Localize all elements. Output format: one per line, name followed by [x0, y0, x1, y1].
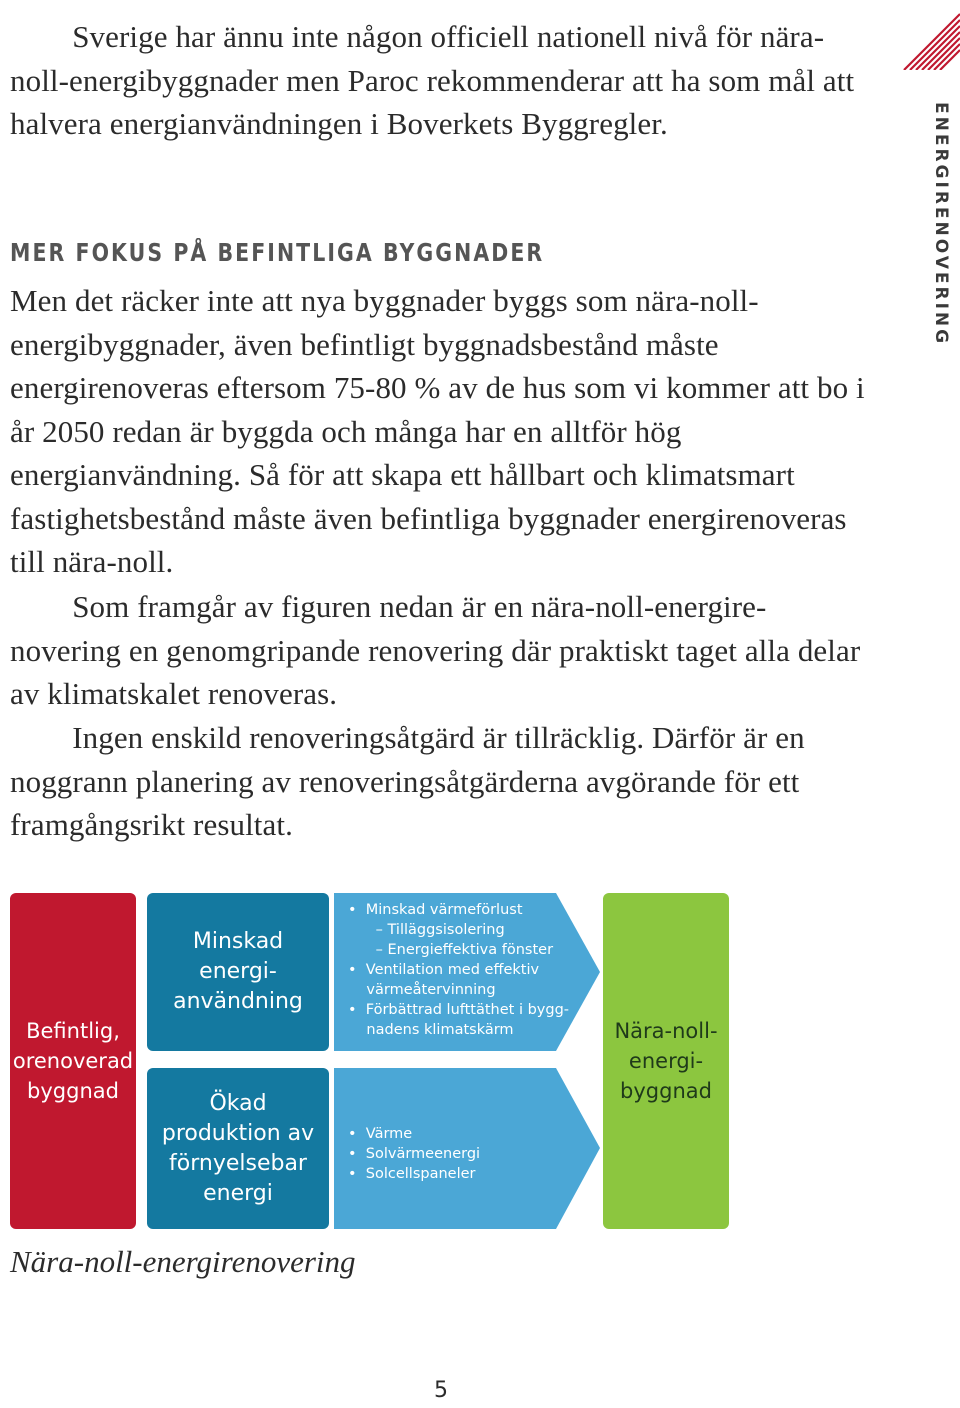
production-measures-list — [348, 1124, 480, 1184]
measure-item: – Tilläggsisolering — [348, 922, 505, 938]
renewable-production-box: Ökad produktion av förnyelsebar energi — [147, 1068, 329, 1229]
measure-item: – Energieffektiva fönster — [348, 942, 554, 958]
measure-item: • Ventilation med effektiv — [348, 962, 540, 978]
section-heading: MER FOKUS PÅ BEFINTLIGA BYGGNADER — [10, 238, 545, 267]
measure-item: • Värme — [348, 1126, 413, 1142]
measure-item: • Solvärmeenergi — [348, 1146, 481, 1162]
measure-item: • Förbättrad lufttäthet i bygg- — [348, 1002, 570, 1018]
body-paragraph-3: Ingen enskild renoveringsåtgärd är tillräcklig. Därför är en noggrann planering av renoveringsåtgärderna avgörande för ett framgångsrikt resultat. — [10, 720, 805, 842]
measure-item: • Solcellspaneler — [348, 1166, 476, 1182]
existing-building-box: Befintlig, orenoverad byggnad — [10, 893, 136, 1229]
body-paragraph-1: Men det räcker inte att nya byggnader byggs som nära-noll-energibyggnader, även befintligt byggnadsbestånd måste energirenoveras eftersom 75-80 % av de hus som vi kommer att bo i år 2050 redan är byggda och många har en alltför hög energianvändning. Så för att skapa ett hållbart och klimatsmart fastighetsbestånd måste även befintliga byggnader energirenoveras till nära-noll. — [10, 283, 865, 579]
measure-item: värmeåtervinning — [348, 982, 496, 998]
side-section-label: ENERGIRENOVERING — [931, 102, 951, 347]
intro-paragraph: Sverige har ännu inte någon officiell nationell nivå för nära-noll-energibyggnader men Paroc rekommenderar att ha som mål att halvera energianvändningen i Boverkets Byggregler. — [10, 19, 855, 141]
near-zero-building-box: Nära-noll- energi- byggnad — [603, 893, 729, 1229]
corner-stripes-decoration — [900, 0, 960, 70]
page-number: 5 — [434, 1378, 448, 1403]
measure-item: • Minskad värmeförlust — [348, 902, 523, 918]
reduced-energy-use-box: Minskad energi- användning — [147, 893, 329, 1051]
figure-caption: Nära-noll-energirenovering — [10, 1244, 356, 1279]
reduce-measures-list — [348, 900, 569, 1040]
measure-item: nadens klimatskärm — [348, 1022, 514, 1038]
body-paragraph-2: Som framgår av figuren nedan är en nära-noll-energire-novering en genomgripande renovering där praktiskt taget alla delar av klimatskalet renoveras. — [10, 589, 861, 711]
